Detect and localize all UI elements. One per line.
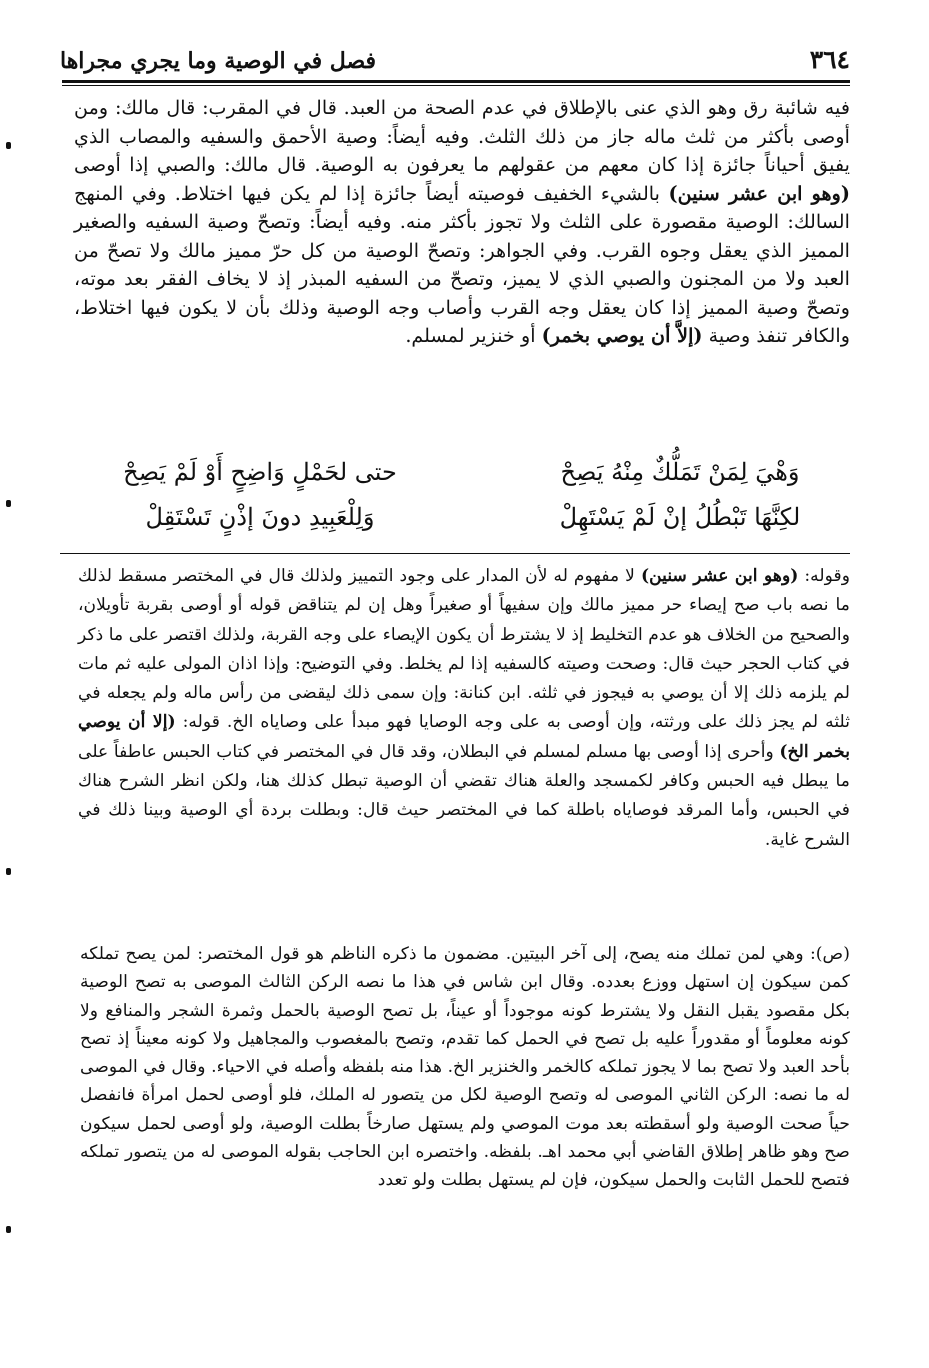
quoted-phrase: (إلا أن يوصي بخمر الخ) bbox=[78, 712, 850, 762]
poem bbox=[90, 450, 850, 540]
poem-verse bbox=[90, 450, 850, 495]
poem-verse bbox=[90, 495, 850, 540]
page-header bbox=[60, 34, 850, 74]
hemistich-right: لكِنَّهَا تَبْطُلُ إنْ لَمْ يَسْتَهِلْ bbox=[559, 503, 801, 531]
running-title: فصل في الوصية وما يجري مجراها bbox=[60, 48, 377, 74]
main-text-part: أو خنزير لمسلم. bbox=[405, 324, 542, 348]
commentary-paragraph: (ص): وهي لمن تملك منه يصح، إلى آخر البيتين. مضمون ما ذكره الناظم هو قول المختصر: لمن يصح تملكه كمن سيكون إن استهل ووزع بعدده. وقال ابن شاس في هذا ما نصه الركن الثالث الموصى به تصح الوصية بكل مقصود يقبل النقل ولا يشترط كونه موجوداً أو عيناً، بل تصح الوصية بالحمل وثمرة الشجر والمنافع ولا كونه معلوماً أو مقدوراً عليه بل تصح في الحمل كما تقدم، وتصح بالمغصوب والمجاهيل ولا كونه معيناً إذ تصح بأحد العبد ولا تصح بما لا يجوز تملكه كالخمر والخنزير الخ. هذا منه بلفظه وأصله في الاحياء. وقال في الموصى له ما نصه: الركن الثاني الموصى له وتصح الوصية لكل من يتصور له الملك، فلو أوصى لحمل امرأة فانفصل حياً صحت الوصية ولو أسقطته بعد موت الموصي ولم يستهل صارخاً بطلت الوصية، ولو أوصى لحمل سيكون صح وهو ظاهر إطلاق القاضي أبي محمد اهـ. بلفظه. واختصره ابن الحاجب بقوله الموصى له من يتصور تملكه فتصح للحمل الثابت والحمل سيكون، فإن لم يستهل بطلت ولو تعدد bbox=[80, 944, 850, 1191]
page-number: ٣٦٤ bbox=[809, 45, 850, 74]
quoted-phrase: (إلاَّ أن يوصي بخمر) bbox=[541, 324, 703, 348]
section-divider bbox=[60, 553, 850, 554]
main-paragraph bbox=[74, 94, 850, 351]
hemistich-right: وَهْيَ لِمَنْ تَمَلُّكٌ مِنْهُ يَصِحْ bbox=[560, 458, 800, 486]
margin-mark bbox=[6, 500, 11, 507]
main-text-part: فيه شائبة رق وهو الذي عنى بالإطلاق في عدم الصحة من العبد. قال في المقرب: قال مالك: ومن أوصى بأكثر من ثلث ماله جاز من ذلك الثلث. وفيه أيضاً: وصية الأحمق والسفيه والمصاب الذي يفيق أحياناً جائزة إذا كان معهم من عقولهم ما يعرفون به الوصية. قال مالك: والصبي إذا أوصى bbox=[74, 96, 850, 177]
quoted-phrase: (وهو ابن عشر سنين) bbox=[668, 181, 850, 205]
header-rule bbox=[62, 80, 850, 83]
commentary bbox=[78, 562, 850, 855]
commentary-paragraph bbox=[78, 562, 850, 855]
commentary-part: وأحرى إذا أوصى بها مسلم لمسلم في البطلان، وقد قال في المختصر في كتاب الحبس عاطفاً على ما يبطل فيه الحبس وكافر لكمسجد والعلة هناك تقضي أن الوصية تبطل كذلك هنا، ولكن انظر الشرح هناك في الحبس، وأما المرقد فوصاياه باطلة كما في المختصر حيث قال: وبطلت بردة أي الوصية وبينا ذلك في الشرح غاية. bbox=[78, 741, 850, 850]
header-rule-thin bbox=[62, 85, 850, 86]
commentary-part: وقوله: bbox=[798, 566, 851, 586]
hemistich-left: حتى لحَمْلٍ وَاضِحٍ أَوْ لَمْ يَصِحْ bbox=[123, 458, 397, 486]
quoted-phrase: (وهو ابن عشر سنين) bbox=[640, 566, 799, 586]
margin-mark bbox=[6, 142, 11, 149]
commentary-section-2 bbox=[80, 940, 850, 1195]
margin-mark bbox=[6, 1226, 11, 1233]
main-text bbox=[74, 94, 850, 351]
margin-mark bbox=[6, 868, 11, 875]
hemistich-left: وَلِلْعَبِيدِ دونَ إذْنٍ تَسْتَقِلْ bbox=[145, 503, 375, 531]
commentary-part: لا مفهوم له لأن المدار على وجود التمييز ولذلك قال في المختصر مسقط لذلك ما نصه باب صح إيصاء حر مميز مالك وإن سفيهاً أو صغيراً وهل إن لم يتناقض قوله أو أوصى بقربة تأويلان، والصحيح من الخلاف هو عدم التخليط إذ لا يشترط أن يكون الإيصاء على وجه القربة، ولذلك اقتصر على ما ذكر في كتاب الحجر حيث قال: وصحت وصيته كالسفيه إذا لم يخلط. وفي التوضيح: وإذا اذان المولى عليه ثم مات لم يلزمه ذلك إلا أن يوصي به فيجوز في ثلثه. ابن كنانة: وإن سمى ذلك ليقضى من رأس ماله ولم يجعله في ثلثه لم يجز ذلك على ورثته، وإن أوصى به على وجه الوصايا فهو مبدأ على وصاياه الخ. قوله: bbox=[78, 566, 850, 733]
main-text-part: بالشيء الخفيف فوصيته أيضاً جائزة إذا لم يكن فيها اختلاط. وفي المنهج السالك: الوصية مقصورة على الثلث ولا تجوز بأكثر منه. وفيه أيضاً: وتصحّ وصية السفيه والصغير المميز الذي يعقل وجوه القرب. وفي الجواهر: وتصحّ الوصية من كل حرّ مميز مالك ولا تصحّ من العبد ولا من المجنون والصبي الذي لا يميز، وتصحّ من السفيه المبذر إذ لا يخاف الفقر بعد موته، وتصحّ وصية المميز إذا كان يعقل وجه القرب وأصاب وجه الوصية وذلك بأن لا يكون فيها اختلاط، والكافر تنفذ وصية bbox=[74, 181, 850, 348]
